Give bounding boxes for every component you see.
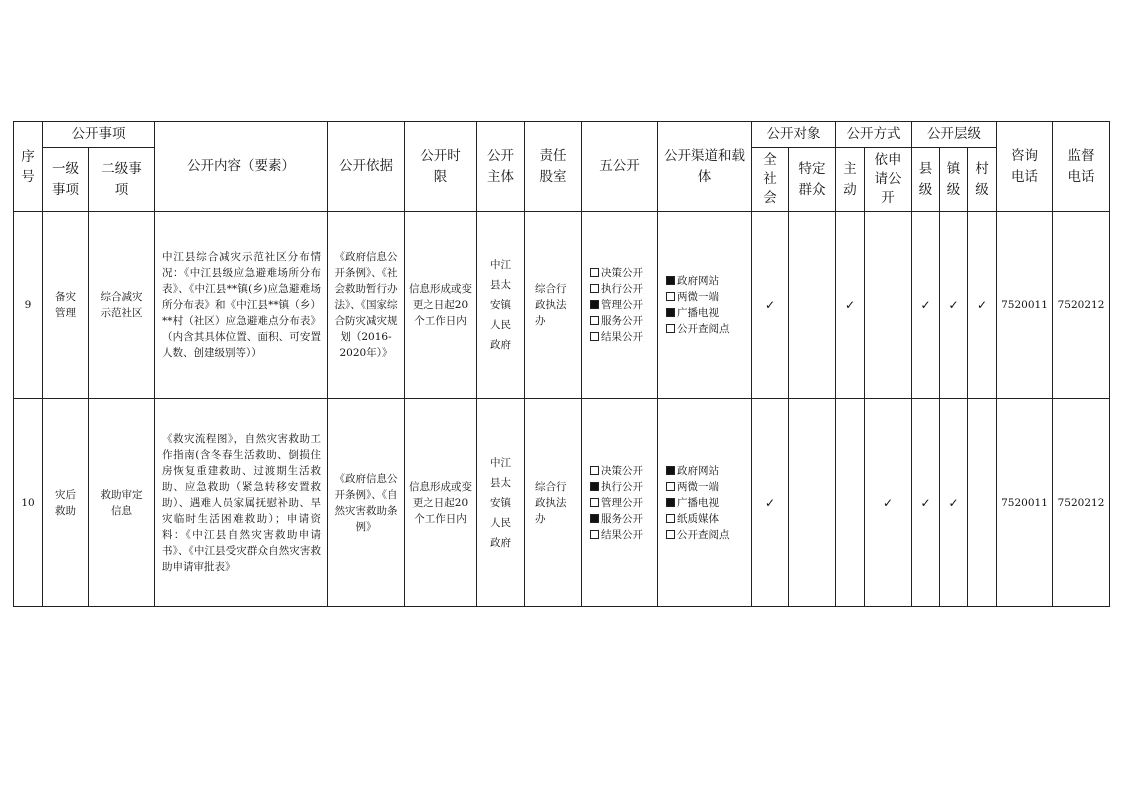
header-supervise-label: 监督电话 <box>1067 147 1095 185</box>
header-time-limit-label: 公开时限 <box>420 147 461 185</box>
row-basis: 《政府信息公开条例》、《自然灾害救助条例》 <box>328 399 405 607</box>
unchecked-box-icon <box>666 292 675 301</box>
header-dept <box>525 122 582 212</box>
checked-box-icon <box>666 276 675 285</box>
row-supervise-phone: 7520212 <box>1053 399 1110 607</box>
checkbox-label: 两微一端 <box>677 291 719 303</box>
unchecked-box-icon <box>666 514 675 523</box>
header-method-apply <box>865 148 912 212</box>
row-level-county: ✓ <box>912 399 940 607</box>
checkbox-line <box>590 329 657 345</box>
row-level1 <box>43 212 89 399</box>
row-level2-text: 救助审定信息 <box>100 488 143 517</box>
checkbox-label: 管理公开 <box>601 299 643 311</box>
unchecked-box-icon <box>666 482 675 491</box>
row-consult-phone: 7520011 <box>997 212 1053 399</box>
checkbox-line <box>666 479 751 495</box>
header-level-town <box>940 148 968 212</box>
row-level-village: ✓ <box>968 212 997 399</box>
checkbox-label: 决策公开 <box>601 464 643 477</box>
unchecked-box-icon <box>590 498 599 507</box>
header-target: 公开对象 <box>752 122 836 148</box>
checked-box-icon <box>666 466 675 475</box>
checkbox-line <box>590 313 657 329</box>
table-row <box>14 399 1110 607</box>
row-consult-phone: 7520011 <box>997 399 1053 607</box>
row-level2 <box>89 212 155 399</box>
unchecked-box-icon <box>590 530 599 539</box>
row-level2-text: 综合减灾示范社区 <box>100 291 143 319</box>
row-basis: 《政府信息公开条例》、《社会救助暂行办法》、《国家综合防灾减灾规划（2016-2020年）》 <box>328 212 405 399</box>
checkbox-line <box>666 511 751 527</box>
checkbox-label: 结果公开 <box>601 528 643 541</box>
row-subject-text: 中江县太安镇人民政府 <box>490 456 511 549</box>
header-level1-label: 一级事项 <box>52 160 79 198</box>
row-level-town: ✓ <box>940 399 968 607</box>
checkbox-label: 服务公开 <box>601 315 643 327</box>
header-level: 公开层级 <box>912 122 997 148</box>
checkbox-label: 政府网站 <box>677 275 719 287</box>
checkbox-label: 纸质媒体 <box>677 512 719 525</box>
checkbox-line <box>590 281 657 297</box>
checkbox-line <box>590 463 657 479</box>
unchecked-box-icon <box>590 316 599 325</box>
row-five-list <box>582 212 658 399</box>
checked-box-icon <box>666 498 675 507</box>
unchecked-box-icon <box>590 268 599 277</box>
checked-box-icon <box>590 514 599 523</box>
row-content: 《救灾流程图》，自然灾害救助工作指南(含冬春生活救助、倒损住房恢复重建救助、过渡期生活救助、应急救助（紧急转移安置救助）、遇难人员家属抚慰补助、旱灾临时生活困难救助）；申请资料：《中江县自然灾害救助申请书》、《中江县受灾群众自然灾害救助申请审批表》 <box>155 399 328 607</box>
checkbox-line <box>666 495 751 511</box>
checkbox-line <box>666 289 751 305</box>
header-channel-label: 公开渠道和载体 <box>664 147 745 185</box>
row-target-all: ✓ <box>752 399 789 607</box>
row-method-apply: ✓ <box>865 399 912 607</box>
row-time-limit: 信息形成或变更之日起20个工作日内 <box>405 399 477 607</box>
row-supervise-phone: 7520212 <box>1053 212 1110 399</box>
unchecked-box-icon <box>590 466 599 475</box>
header-level2-label: 二级事项 <box>101 160 142 198</box>
header-supervise <box>1053 122 1110 212</box>
header-level-village-label: 村级 <box>975 160 989 198</box>
checkbox-label: 决策公开 <box>601 267 643 279</box>
checkbox-label: 广播电视 <box>677 496 719 509</box>
row-time-limit: 信息形成或变更之日起20个工作日内 <box>405 212 477 399</box>
checkbox-label: 管理公开 <box>601 496 643 509</box>
row-content: 中江县综合减灾示范社区分布情况：《中江县级应急避难场所分布表》、《中江县**镇(乡)应急避难场所分布表》和《中江县**镇（乡）**村（社区）应急避难点分布表》（内含其具体位置、面积、可安置人数、创建级别等）） <box>155 212 328 399</box>
header-seq-label: 序号 <box>21 148 35 185</box>
row-level-town: ✓ <box>940 212 968 399</box>
header-seq <box>14 122 43 212</box>
header-method-active-label: 主动 <box>843 160 857 198</box>
checkbox-label: 两微一端 <box>677 480 719 493</box>
checkbox-line <box>666 463 751 479</box>
header-target-all <box>752 148 789 212</box>
header-consult <box>997 122 1053 212</box>
unchecked-box-icon <box>666 530 675 539</box>
row-subject-text: 中江县太安镇人民政府 <box>490 259 511 351</box>
header-method: 公开方式 <box>836 122 912 148</box>
header-target-special <box>789 148 836 212</box>
row-subject <box>477 212 525 399</box>
unchecked-box-icon <box>666 324 675 333</box>
row-seq: 9 <box>14 212 43 399</box>
checkbox-label: 公开查阅点 <box>677 528 730 541</box>
header-method-active <box>836 148 865 212</box>
checkbox-line <box>590 479 657 495</box>
checked-box-icon <box>590 300 599 309</box>
header-subject-label: 公开主体 <box>487 147 514 185</box>
checkbox-line <box>666 527 751 543</box>
checkbox-line <box>590 527 657 543</box>
checkbox-line <box>590 265 657 281</box>
row-dept <box>525 399 582 607</box>
checkbox-line <box>666 305 751 321</box>
header-public-item: 公开事项 <box>43 122 155 148</box>
header-channel <box>658 122 752 212</box>
header-level2 <box>89 148 155 212</box>
header-level-village <box>968 148 997 212</box>
row-target-special <box>789 399 836 607</box>
checkbox-line <box>666 321 751 337</box>
row-level1-text: 备灾管理 <box>55 291 76 319</box>
header-consult-label: 咨询电话 <box>1011 147 1039 185</box>
row-level-village <box>968 399 997 607</box>
row-method-active: ✓ <box>836 212 865 399</box>
header-level-town-label: 镇级 <box>946 160 961 198</box>
header-five: 五公开 <box>582 122 658 212</box>
row-subject <box>477 399 525 607</box>
row-level1-text: 灾后救助 <box>55 488 76 517</box>
row-channel-list <box>658 399 752 607</box>
disclosure-table <box>13 121 1110 607</box>
header-level1 <box>43 148 89 212</box>
header-target-all-label: 全社会 <box>763 152 777 206</box>
checkbox-label: 结果公开 <box>601 331 643 343</box>
disclosure-table-sheet <box>13 121 1110 607</box>
checkbox-line <box>590 297 657 313</box>
header-basis: 公开依据 <box>328 122 405 212</box>
unchecked-box-icon <box>590 332 599 341</box>
checkbox-label: 政府网站 <box>677 464 719 477</box>
row-dept-text: 综合行政执法办 <box>535 480 567 525</box>
header-level-county-label: 县级 <box>918 160 933 198</box>
checkbox-label: 执行公开 <box>601 283 643 295</box>
checkbox-label: 服务公开 <box>601 512 643 525</box>
row-seq: 10 <box>14 399 43 607</box>
header-dept-label: 责任股室 <box>539 147 567 185</box>
checkbox-label: 公开查阅点 <box>677 323 730 335</box>
unchecked-box-icon <box>590 284 599 293</box>
checkbox-label: 广播电视 <box>677 307 719 319</box>
row-level2 <box>89 399 155 607</box>
checked-box-icon <box>590 482 599 491</box>
row-level-county: ✓ <box>912 212 940 399</box>
checkbox-line <box>590 495 657 511</box>
row-target-special <box>789 212 836 399</box>
checkbox-label: 执行公开 <box>601 480 643 493</box>
row-target-all: ✓ <box>752 212 789 399</box>
row-dept <box>525 212 582 399</box>
row-dept-text: 综合行政执法办 <box>535 283 567 327</box>
row-method-active <box>836 399 865 607</box>
checked-box-icon <box>666 308 675 317</box>
header-level-county <box>912 148 940 212</box>
row-level1 <box>43 399 89 607</box>
header-subject <box>477 122 525 212</box>
checkbox-line <box>666 273 751 289</box>
checkbox-line <box>590 511 657 527</box>
header-time-limit <box>405 122 477 212</box>
header-content: 公开内容（要素） <box>155 122 328 212</box>
row-channel-list <box>658 212 752 399</box>
header-method-apply-label: 依申请公开 <box>874 152 902 206</box>
row-five-list <box>582 399 658 607</box>
header-target-special-label: 特定群众 <box>798 160 826 198</box>
row-method-apply <box>865 212 912 399</box>
table-row <box>14 212 1110 399</box>
